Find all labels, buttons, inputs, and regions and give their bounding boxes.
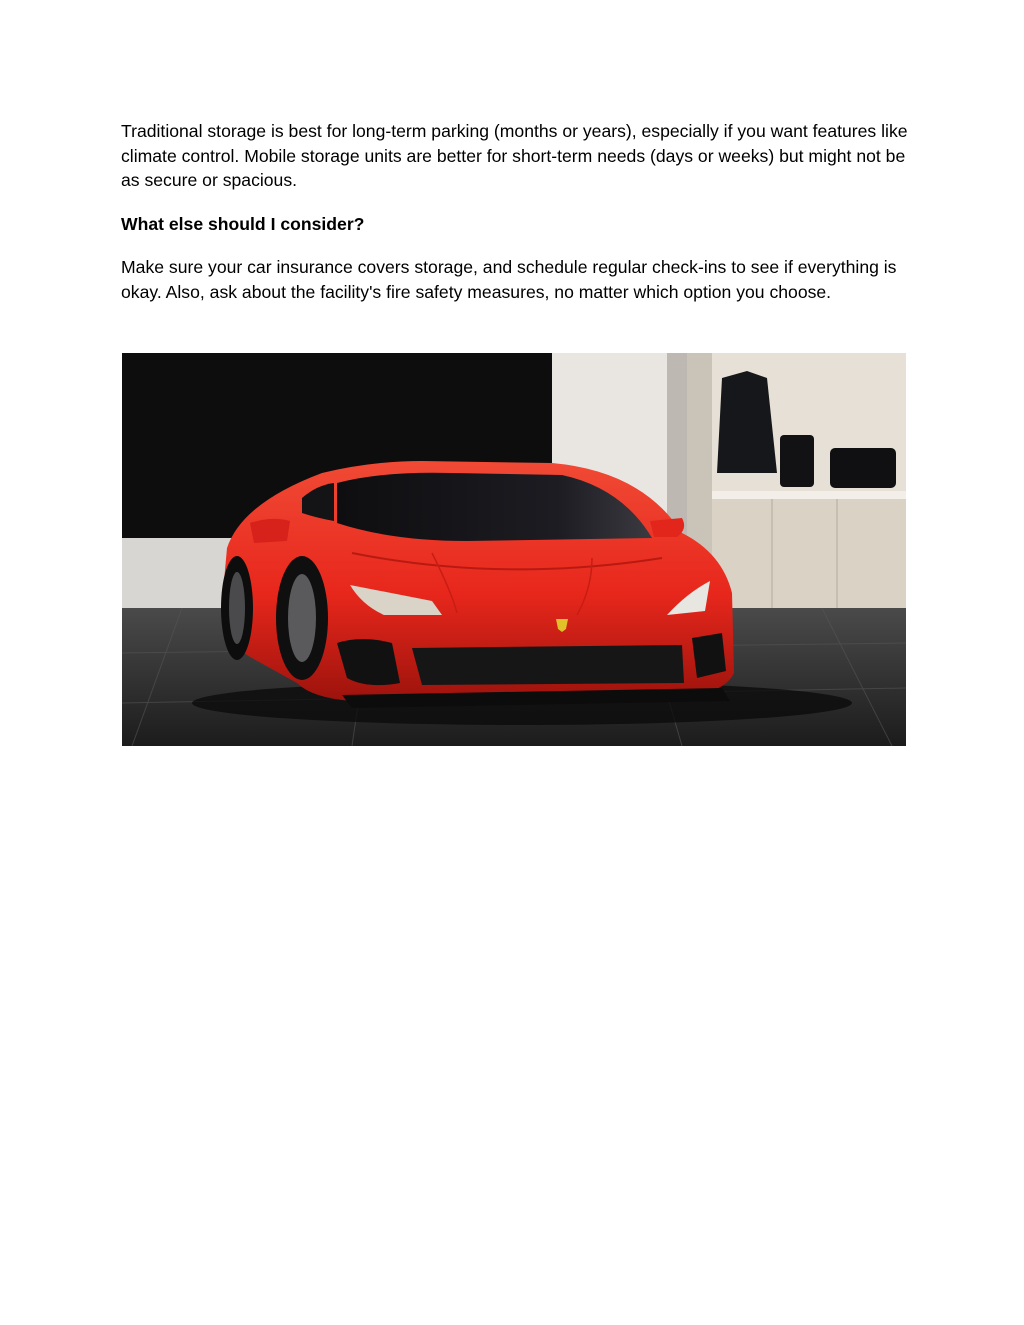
document-body	[121, 119, 911, 304]
bag-small	[780, 435, 814, 487]
section-heading: What else should I consider?	[121, 213, 365, 234]
paragraph-considerations: Make sure your car insurance covers storage, and schedule regular check-ins to see if everything is okay. Also, ask about the facility's fire safety measures, no matter which option you choose.	[121, 257, 897, 302]
intake-right	[692, 633, 726, 678]
bag-large	[830, 448, 896, 488]
car-photo	[122, 353, 906, 746]
front-grille	[412, 645, 684, 685]
car-photo-illustration	[122, 353, 906, 746]
paragraph-storage-types: Traditional storage is best for long-term parking (months or years), especially if you want features like climate control. Mobile storage units are better for short-term needs (days or weeks) but might not be as secure or spacious.	[121, 121, 908, 190]
